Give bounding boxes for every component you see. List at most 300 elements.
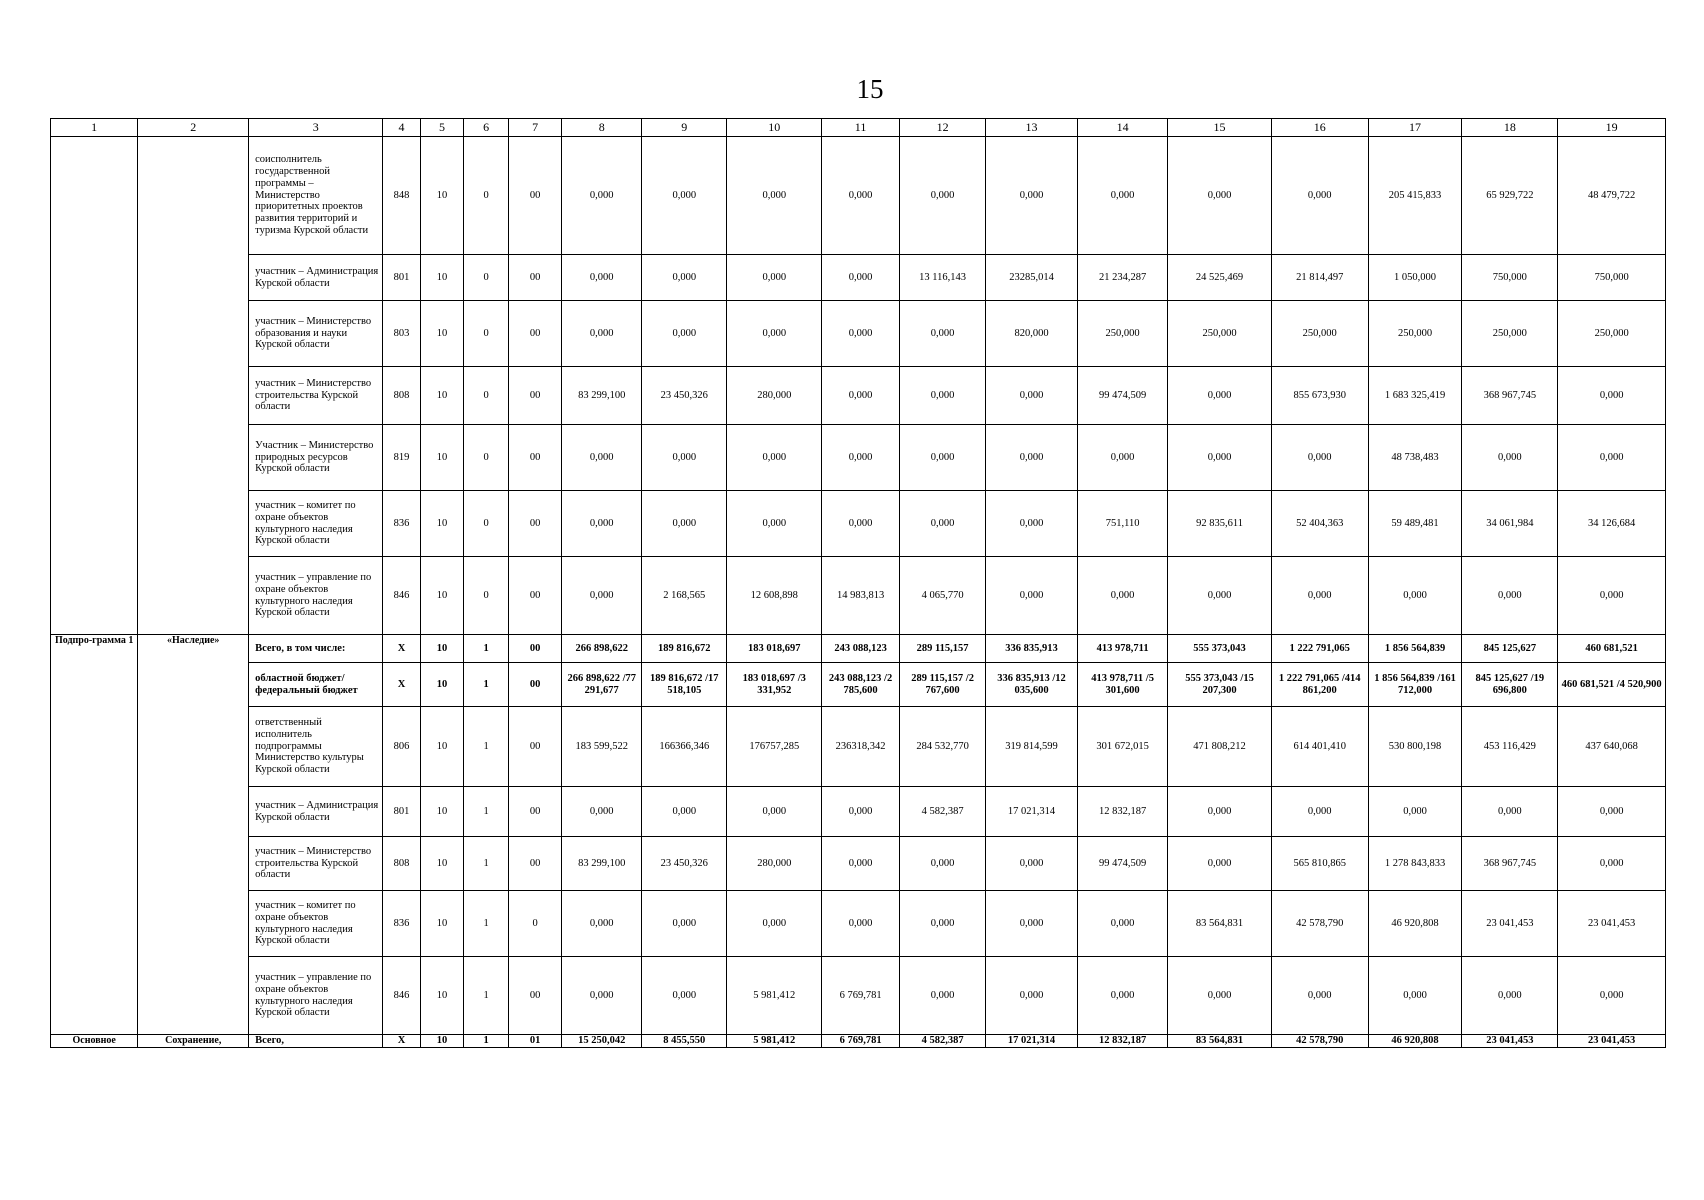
value-cell: 0,000 bbox=[899, 491, 985, 557]
value-cell: 189 816,672 /17 518,105 bbox=[642, 663, 727, 707]
code-cell: 10 bbox=[420, 491, 464, 557]
value-cell: 1 050,000 bbox=[1368, 255, 1462, 301]
code-cell: 00 bbox=[509, 957, 562, 1035]
value-cell: 0,000 bbox=[642, 255, 727, 301]
value-cell: 205 415,833 bbox=[1368, 137, 1462, 255]
row-description: участник – управление по охране объектов культурного наследия Курской области bbox=[249, 557, 383, 635]
code-cell: 1 bbox=[464, 1035, 509, 1048]
column-number: 3 bbox=[249, 119, 383, 137]
value-cell: 59 489,481 bbox=[1368, 491, 1462, 557]
value-cell: 460 681,521 /4 520,900 bbox=[1558, 663, 1666, 707]
code-cell: 836 bbox=[383, 891, 420, 957]
value-cell: 0,000 bbox=[562, 787, 642, 837]
table-row bbox=[51, 891, 1666, 957]
code-cell: 0 bbox=[464, 491, 509, 557]
value-cell: 99 474,509 bbox=[1077, 837, 1168, 891]
value-cell: 0,000 bbox=[1462, 787, 1558, 837]
column-number: 8 bbox=[562, 119, 642, 137]
value-cell: 284 532,770 bbox=[899, 707, 985, 787]
value-cell: 23 041,453 bbox=[1462, 1035, 1558, 1048]
row-description: участник – Министерство строительства Курской области bbox=[249, 367, 383, 425]
value-cell: 1 856 564,839 bbox=[1368, 635, 1462, 663]
value-cell: 1 683 325,419 bbox=[1368, 367, 1462, 425]
value-cell: 0,000 bbox=[986, 891, 1078, 957]
value-cell: 83 564,831 bbox=[1168, 891, 1271, 957]
value-cell: 243 088,123 bbox=[822, 635, 900, 663]
value-cell: 236318,342 bbox=[822, 707, 900, 787]
value-cell: 0,000 bbox=[986, 137, 1078, 255]
code-cell: 0 bbox=[464, 425, 509, 491]
code-cell: 00 bbox=[509, 707, 562, 787]
value-cell: 289 115,157 /2 767,600 bbox=[899, 663, 985, 707]
value-cell: 0,000 bbox=[642, 425, 727, 491]
value-cell: 0,000 bbox=[899, 137, 985, 255]
value-cell: 0,000 bbox=[562, 255, 642, 301]
program-label bbox=[51, 137, 138, 635]
value-cell: 0,000 bbox=[562, 301, 642, 367]
value-cell: 0,000 bbox=[642, 137, 727, 255]
value-cell: 48 738,483 bbox=[1368, 425, 1462, 491]
code-cell: 1 bbox=[464, 787, 509, 837]
table-row bbox=[51, 787, 1666, 837]
value-cell: 0,000 bbox=[1558, 957, 1666, 1035]
code-cell: 836 bbox=[383, 491, 420, 557]
value-cell: 555 373,043 bbox=[1168, 635, 1271, 663]
program-name: Сохранение, bbox=[138, 1035, 249, 1048]
value-cell: 0,000 bbox=[1271, 137, 1368, 255]
value-cell: 250,000 bbox=[1077, 301, 1168, 367]
value-cell: 845 125,627 bbox=[1462, 635, 1558, 663]
value-cell: 183 599,522 bbox=[562, 707, 642, 787]
code-cell: 00 bbox=[509, 491, 562, 557]
code-cell: 00 bbox=[509, 301, 562, 367]
table-row bbox=[51, 367, 1666, 425]
value-cell: 0,000 bbox=[642, 891, 727, 957]
code-cell: 10 bbox=[420, 1035, 464, 1048]
value-cell: 614 401,410 bbox=[1271, 707, 1368, 787]
table-row bbox=[51, 491, 1666, 557]
code-cell: 1 bbox=[464, 707, 509, 787]
column-number: 19 bbox=[1558, 119, 1666, 137]
value-cell: 166366,346 bbox=[642, 707, 727, 787]
value-cell: 0,000 bbox=[727, 301, 822, 367]
value-cell: 437 640,068 bbox=[1558, 707, 1666, 787]
value-cell: 0,000 bbox=[986, 491, 1078, 557]
column-number: 12 bbox=[899, 119, 985, 137]
program-label: Подпро-грамма 1 bbox=[51, 635, 138, 1035]
column-number: 17 bbox=[1368, 119, 1462, 137]
value-cell: 0,000 bbox=[1168, 957, 1271, 1035]
table-row bbox=[51, 137, 1666, 255]
code-cell: X bbox=[383, 663, 420, 707]
column-number: 9 bbox=[642, 119, 727, 137]
value-cell: 0,000 bbox=[1077, 891, 1168, 957]
code-cell: 0 bbox=[464, 255, 509, 301]
value-cell: 12 832,187 bbox=[1077, 1035, 1168, 1048]
code-cell: 00 bbox=[509, 787, 562, 837]
code-cell: 1 bbox=[464, 663, 509, 707]
value-cell: 0,000 bbox=[822, 255, 900, 301]
row-description: участник – Министерство строительства Курской области bbox=[249, 837, 383, 891]
code-cell: 01 bbox=[509, 1035, 562, 1048]
value-cell: 15 250,042 bbox=[562, 1035, 642, 1048]
code-cell: 10 bbox=[420, 557, 464, 635]
page-number: 15 bbox=[856, 74, 884, 104]
value-cell: 92 835,611 bbox=[1168, 491, 1271, 557]
value-cell: 250,000 bbox=[1271, 301, 1368, 367]
table-row bbox=[51, 663, 1666, 707]
value-cell: 0,000 bbox=[986, 425, 1078, 491]
column-number: 6 bbox=[464, 119, 509, 137]
value-cell: 301 672,015 bbox=[1077, 707, 1168, 787]
value-cell: 471 808,212 bbox=[1168, 707, 1271, 787]
value-cell: 46 920,808 bbox=[1368, 891, 1462, 957]
value-cell: 17 021,314 bbox=[986, 787, 1078, 837]
value-cell: 0,000 bbox=[642, 491, 727, 557]
value-cell: 1 278 843,833 bbox=[1368, 837, 1462, 891]
value-cell: 0,000 bbox=[899, 957, 985, 1035]
value-cell: 12 832,187 bbox=[1077, 787, 1168, 837]
value-cell: 83 299,100 bbox=[562, 837, 642, 891]
value-cell: 266 898,622 /77 291,677 bbox=[562, 663, 642, 707]
code-cell: 0 bbox=[509, 891, 562, 957]
value-cell: 0,000 bbox=[899, 301, 985, 367]
value-cell: 751,110 bbox=[1077, 491, 1168, 557]
value-cell: 250,000 bbox=[1368, 301, 1462, 367]
value-cell: 83 299,100 bbox=[562, 367, 642, 425]
value-cell: 750,000 bbox=[1558, 255, 1666, 301]
value-cell: 0,000 bbox=[822, 491, 900, 557]
value-cell: 0,000 bbox=[1558, 837, 1666, 891]
value-cell: 266 898,622 bbox=[562, 635, 642, 663]
value-cell: 0,000 bbox=[1368, 787, 1462, 837]
program-name: «Наследие» bbox=[138, 635, 249, 1035]
code-cell: 846 bbox=[383, 957, 420, 1035]
budget-table-container bbox=[50, 118, 1666, 1048]
code-cell: 846 bbox=[383, 557, 420, 635]
value-cell: 0,000 bbox=[727, 137, 822, 255]
value-cell: 2 168,565 bbox=[642, 557, 727, 635]
code-cell: X bbox=[383, 635, 420, 663]
value-cell: 42 578,790 bbox=[1271, 891, 1368, 957]
column-number: 15 bbox=[1168, 119, 1271, 137]
value-cell: 6 769,781 bbox=[822, 957, 900, 1035]
code-cell: 808 bbox=[383, 837, 420, 891]
value-cell: 243 088,123 /2 785,600 bbox=[822, 663, 900, 707]
column-number: 16 bbox=[1271, 119, 1368, 137]
value-cell: 0,000 bbox=[642, 787, 727, 837]
value-cell: 250,000 bbox=[1168, 301, 1271, 367]
row-description: Участник – Министерство природных ресурсов Курской области bbox=[249, 425, 383, 491]
budget-table bbox=[50, 118, 1666, 1048]
value-cell: 0,000 bbox=[1558, 557, 1666, 635]
value-cell: 0,000 bbox=[822, 137, 900, 255]
value-cell: 6 769,781 bbox=[822, 1035, 900, 1048]
code-cell: 801 bbox=[383, 787, 420, 837]
value-cell: 0,000 bbox=[822, 301, 900, 367]
value-cell: 24 525,469 bbox=[1168, 255, 1271, 301]
value-cell: 460 681,521 bbox=[1558, 635, 1666, 663]
value-cell: 289 115,157 bbox=[899, 635, 985, 663]
value-cell: 4 582,387 bbox=[899, 787, 985, 837]
column-number: 11 bbox=[822, 119, 900, 137]
code-cell: 10 bbox=[420, 837, 464, 891]
code-cell: 00 bbox=[509, 137, 562, 255]
value-cell: 42 578,790 bbox=[1271, 1035, 1368, 1048]
value-cell: 0,000 bbox=[1077, 557, 1168, 635]
code-cell: 00 bbox=[509, 837, 562, 891]
value-cell: 0,000 bbox=[1558, 425, 1666, 491]
value-cell: 0,000 bbox=[1077, 425, 1168, 491]
value-cell: 34 061,984 bbox=[1462, 491, 1558, 557]
row-description: участник – Министерство образования и науки Курской области bbox=[249, 301, 383, 367]
value-cell: 0,000 bbox=[562, 137, 642, 255]
value-cell: 0,000 bbox=[1077, 137, 1168, 255]
value-cell: 0,000 bbox=[822, 367, 900, 425]
value-cell: 12 608,898 bbox=[727, 557, 822, 635]
code-cell: 10 bbox=[420, 255, 464, 301]
value-cell: 368 967,745 bbox=[1462, 837, 1558, 891]
column-number: 14 bbox=[1077, 119, 1168, 137]
value-cell: 820,000 bbox=[986, 301, 1078, 367]
code-cell: 848 bbox=[383, 137, 420, 255]
value-cell: 1 222 791,065 /414 861,200 bbox=[1271, 663, 1368, 707]
code-cell: 10 bbox=[420, 787, 464, 837]
value-cell: 530 800,198 bbox=[1368, 707, 1462, 787]
value-cell: 0,000 bbox=[899, 837, 985, 891]
code-cell: 0 bbox=[464, 301, 509, 367]
code-cell: 0 bbox=[464, 557, 509, 635]
value-cell: 336 835,913 bbox=[986, 635, 1078, 663]
code-cell: 00 bbox=[509, 635, 562, 663]
table-row bbox=[51, 557, 1666, 635]
value-cell: 250,000 bbox=[1558, 301, 1666, 367]
code-cell: 806 bbox=[383, 707, 420, 787]
value-cell: 189 816,672 bbox=[642, 635, 727, 663]
code-cell: 1 bbox=[464, 957, 509, 1035]
value-cell: 0,000 bbox=[727, 891, 822, 957]
value-cell: 0,000 bbox=[1368, 957, 1462, 1035]
value-cell: 845 125,627 /19 696,800 bbox=[1462, 663, 1558, 707]
code-cell: 10 bbox=[420, 663, 464, 707]
value-cell: 0,000 bbox=[822, 425, 900, 491]
value-cell: 0,000 bbox=[1168, 137, 1271, 255]
value-cell: 13 116,143 bbox=[899, 255, 985, 301]
code-cell: 803 bbox=[383, 301, 420, 367]
value-cell: 0,000 bbox=[1168, 367, 1271, 425]
code-cell: 0 bbox=[464, 367, 509, 425]
column-number: 7 bbox=[509, 119, 562, 137]
table-row bbox=[51, 957, 1666, 1035]
value-cell: 0,000 bbox=[1271, 557, 1368, 635]
value-cell: 555 373,043 /15 207,300 bbox=[1168, 663, 1271, 707]
value-cell: 23 450,326 bbox=[642, 367, 727, 425]
value-cell: 855 673,930 bbox=[1271, 367, 1368, 425]
value-cell: 0,000 bbox=[562, 957, 642, 1035]
value-cell: 250,000 bbox=[1462, 301, 1558, 367]
value-cell: 0,000 bbox=[1368, 557, 1462, 635]
code-cell: 10 bbox=[420, 301, 464, 367]
value-cell: 0,000 bbox=[727, 425, 822, 491]
value-cell: 0,000 bbox=[1271, 787, 1368, 837]
column-number: 4 bbox=[383, 119, 420, 137]
code-cell: 10 bbox=[420, 891, 464, 957]
value-cell: 368 967,745 bbox=[1462, 367, 1558, 425]
column-number: 18 bbox=[1462, 119, 1558, 137]
column-number: 5 bbox=[420, 119, 464, 137]
row-description: Всего, bbox=[249, 1035, 383, 1048]
value-cell: 52 404,363 bbox=[1271, 491, 1368, 557]
row-description: областной бюджет/ федеральный бюджет bbox=[249, 663, 383, 707]
value-cell: 750,000 bbox=[1462, 255, 1558, 301]
value-cell: 23 041,453 bbox=[1558, 891, 1666, 957]
row-description: участник – Администрация Курской области bbox=[249, 787, 383, 837]
value-cell: 413 978,711 /5 301,600 bbox=[1077, 663, 1168, 707]
value-cell: 5 981,412 bbox=[727, 957, 822, 1035]
code-cell: 00 bbox=[509, 425, 562, 491]
value-cell: 565 810,865 bbox=[1271, 837, 1368, 891]
value-cell: 319 814,599 bbox=[986, 707, 1078, 787]
code-cell: 801 bbox=[383, 255, 420, 301]
value-cell: 0,000 bbox=[1558, 787, 1666, 837]
value-cell: 0,000 bbox=[562, 491, 642, 557]
value-cell: 0,000 bbox=[727, 491, 822, 557]
value-cell: 48 479,722 bbox=[1558, 137, 1666, 255]
row-description: участник – комитет по охране объектов культурного наследия Курской области bbox=[249, 891, 383, 957]
value-cell: 0,000 bbox=[642, 957, 727, 1035]
table-row bbox=[51, 425, 1666, 491]
value-cell: 0,000 bbox=[986, 557, 1078, 635]
value-cell: 176757,285 bbox=[727, 707, 822, 787]
program-label: Основное bbox=[51, 1035, 138, 1048]
value-cell: 0,000 bbox=[1077, 957, 1168, 1035]
value-cell: 0,000 bbox=[562, 891, 642, 957]
value-cell: 17 021,314 bbox=[986, 1035, 1078, 1048]
table-row bbox=[51, 707, 1666, 787]
value-cell: 0,000 bbox=[562, 425, 642, 491]
value-cell: 83 564,831 bbox=[1168, 1035, 1271, 1048]
value-cell: 0,000 bbox=[1168, 837, 1271, 891]
value-cell: 4 582,387 bbox=[899, 1035, 985, 1048]
value-cell: 0,000 bbox=[1168, 425, 1271, 491]
code-cell: 1 bbox=[464, 837, 509, 891]
row-description: участник – комитет по охране объектов культурного наследия Курской области bbox=[249, 491, 383, 557]
value-cell: 280,000 bbox=[727, 367, 822, 425]
value-cell: 0,000 bbox=[1462, 557, 1558, 635]
value-cell: 280,000 bbox=[727, 837, 822, 891]
program-name bbox=[138, 137, 249, 635]
value-cell: 0,000 bbox=[727, 787, 822, 837]
value-cell: 0,000 bbox=[986, 367, 1078, 425]
value-cell: 21 814,497 bbox=[1271, 255, 1368, 301]
value-cell: 0,000 bbox=[822, 787, 900, 837]
code-cell: 819 bbox=[383, 425, 420, 491]
code-cell: 1 bbox=[464, 891, 509, 957]
column-number-row bbox=[51, 119, 1666, 137]
value-cell: 23 041,453 bbox=[1558, 1035, 1666, 1048]
row-description: соисполнитель государственной программы – Министерство приоритетных проектов развития территорий и туризма Курской области bbox=[249, 137, 383, 255]
value-cell: 99 474,509 bbox=[1077, 367, 1168, 425]
value-cell: 1 222 791,065 bbox=[1271, 635, 1368, 663]
value-cell: 5 981,412 bbox=[727, 1035, 822, 1048]
value-cell: 0,000 bbox=[822, 891, 900, 957]
value-cell: 0,000 bbox=[642, 301, 727, 367]
value-cell: 23 041,453 bbox=[1462, 891, 1558, 957]
value-cell: 8 455,550 bbox=[642, 1035, 727, 1048]
code-cell: 0 bbox=[464, 137, 509, 255]
value-cell: 0,000 bbox=[986, 957, 1078, 1035]
value-cell: 0,000 bbox=[899, 425, 985, 491]
code-cell: 00 bbox=[509, 663, 562, 707]
column-number: 1 bbox=[51, 119, 138, 137]
code-cell: 00 bbox=[509, 367, 562, 425]
value-cell: 336 835,913 /12 035,600 bbox=[986, 663, 1078, 707]
column-number: 2 bbox=[138, 119, 249, 137]
value-cell: 21 234,287 bbox=[1077, 255, 1168, 301]
value-cell: 0,000 bbox=[899, 367, 985, 425]
value-cell: 34 126,684 bbox=[1558, 491, 1666, 557]
code-cell: 00 bbox=[509, 255, 562, 301]
table-row bbox=[51, 635, 1666, 663]
value-cell: 1 856 564,839 /161 712,000 bbox=[1368, 663, 1462, 707]
table-body bbox=[51, 137, 1666, 1048]
value-cell: 183 018,697 bbox=[727, 635, 822, 663]
value-cell: 0,000 bbox=[899, 891, 985, 957]
table-row bbox=[51, 255, 1666, 301]
column-number: 10 bbox=[727, 119, 822, 137]
value-cell: 0,000 bbox=[562, 557, 642, 635]
code-cell: 10 bbox=[420, 137, 464, 255]
value-cell: 0,000 bbox=[1271, 425, 1368, 491]
value-cell: 65 929,722 bbox=[1462, 137, 1558, 255]
value-cell: 413 978,711 bbox=[1077, 635, 1168, 663]
value-cell: 23285,014 bbox=[986, 255, 1078, 301]
row-description: участник – управление по охране объектов культурного наследия Курской области bbox=[249, 957, 383, 1035]
code-cell: 808 bbox=[383, 367, 420, 425]
value-cell: 0,000 bbox=[1168, 557, 1271, 635]
table-row bbox=[51, 1035, 1666, 1048]
column-number: 13 bbox=[986, 119, 1078, 137]
value-cell: 4 065,770 bbox=[899, 557, 985, 635]
code-cell: 10 bbox=[420, 425, 464, 491]
value-cell: 0,000 bbox=[1462, 425, 1558, 491]
code-cell: 1 bbox=[464, 635, 509, 663]
row-description: ответственный исполнитель подпрограммы Министерство культуры Курской области bbox=[249, 707, 383, 787]
code-cell: 10 bbox=[420, 957, 464, 1035]
value-cell: 0,000 bbox=[1558, 367, 1666, 425]
code-cell: 00 bbox=[509, 557, 562, 635]
table-row bbox=[51, 837, 1666, 891]
code-cell: 10 bbox=[420, 635, 464, 663]
value-cell: 0,000 bbox=[822, 837, 900, 891]
row-description: Всего, в том числе: bbox=[249, 635, 383, 663]
code-cell: 10 bbox=[420, 367, 464, 425]
value-cell: 14 983,813 bbox=[822, 557, 900, 635]
value-cell: 453 116,429 bbox=[1462, 707, 1558, 787]
value-cell: 0,000 bbox=[727, 255, 822, 301]
value-cell: 0,000 bbox=[986, 837, 1078, 891]
row-description: участник – Администрация Курской области bbox=[249, 255, 383, 301]
value-cell: 0,000 bbox=[1462, 957, 1558, 1035]
table-row bbox=[51, 301, 1666, 367]
value-cell: 0,000 bbox=[1271, 957, 1368, 1035]
value-cell: 183 018,697 /3 331,952 bbox=[727, 663, 822, 707]
value-cell: 46 920,808 bbox=[1368, 1035, 1462, 1048]
value-cell: 23 450,326 bbox=[642, 837, 727, 891]
code-cell: X bbox=[383, 1035, 420, 1048]
code-cell: 10 bbox=[420, 707, 464, 787]
value-cell: 0,000 bbox=[1168, 787, 1271, 837]
